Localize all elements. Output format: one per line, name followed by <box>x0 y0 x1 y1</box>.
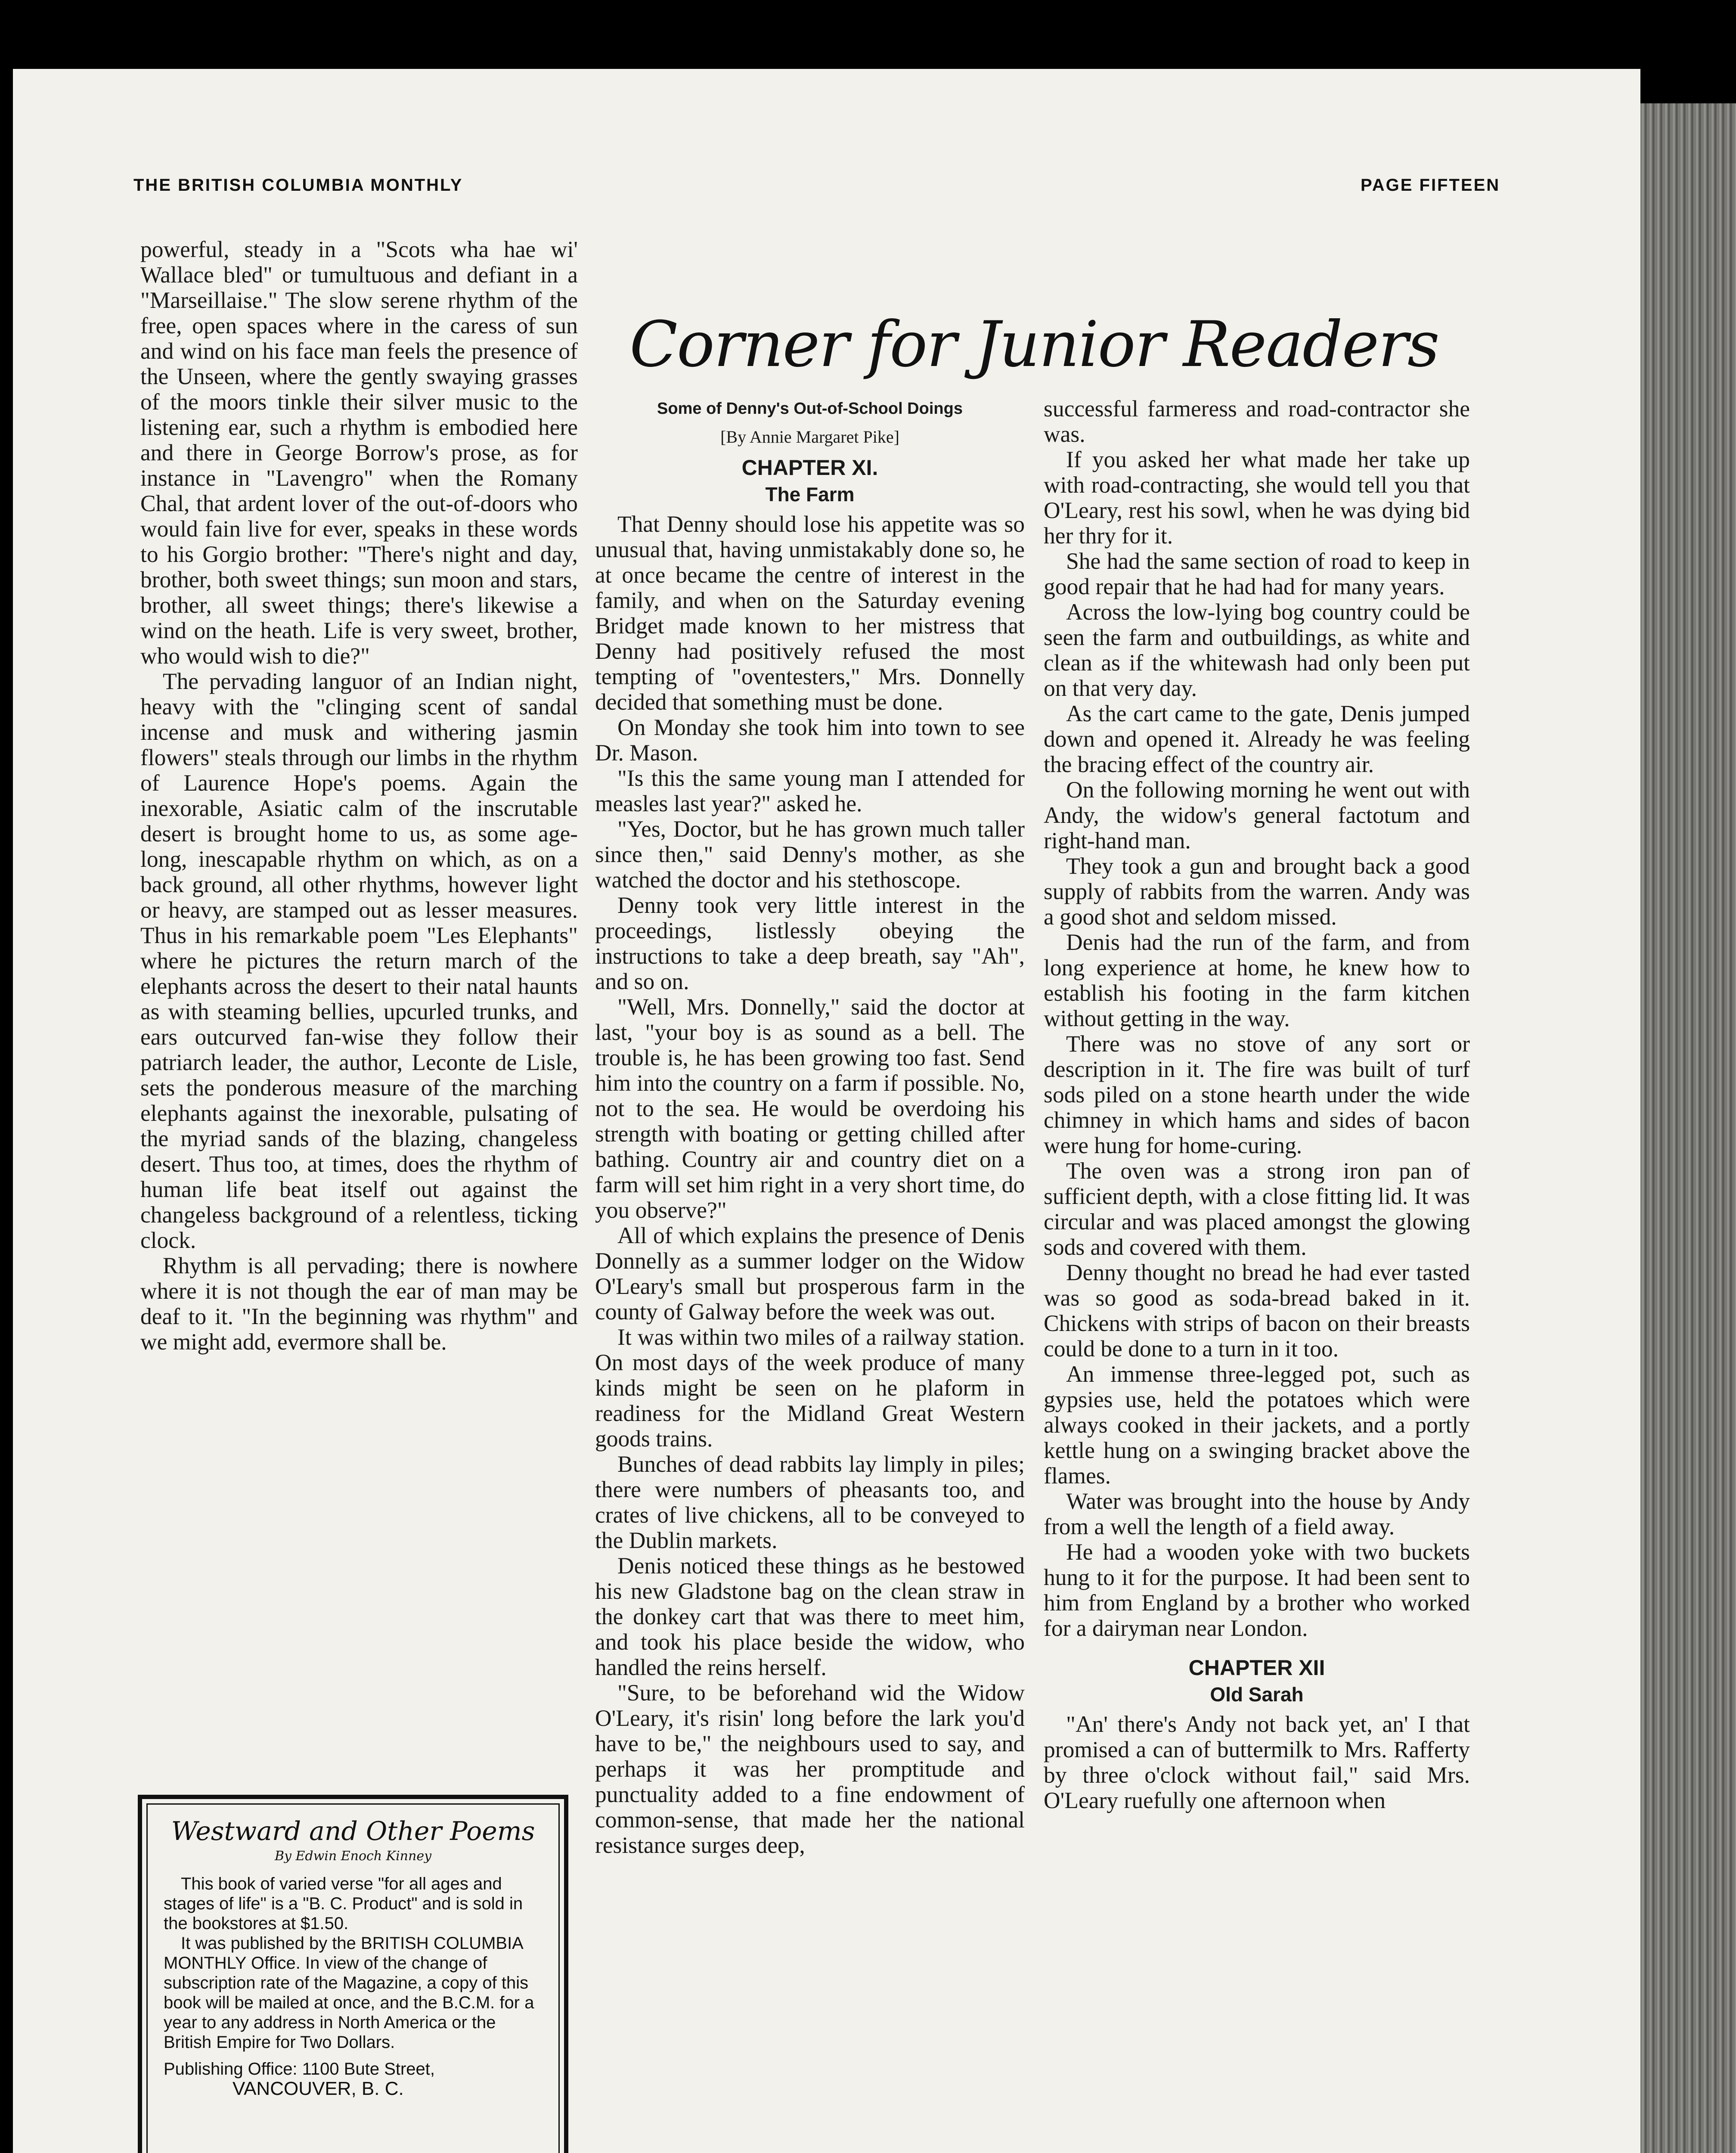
essay-paragraph: The pervading languor of an Indian night, heavy with the "clinging scent of sandal incense and musk and withering jasmin flowers" steals through our limbs in the rhythm of Laurence Hope's poems. Again the inexorable, Asiatic calm of the inscrutable desert is brought home to us, as some age-long, inescapable rhythm on which, as on a back ground, all other rhythms, however light or heavy, are stamped out as lesser measures. Thus in his remarkable poem "Les Elephants" where he pictures the return march of the elephants across the desert to their natal haunts as with steaming bellies, upcurled trunks, and ears outcurved fan-wise they follow their patriarch leader, the author, Leconte de Lisle, sets the ponderous measure of the marching elephants against the inexorable, pulsating of the myriad sands of the blazing, changeless desert. Thus too, at times, does the rhythm of human life beat itself out against the changeless background of a relentless, ticking clock. <box>140 668 578 1253</box>
story-paragraph: "An' there's Andy not back yet, an' I that promised a can of buttermilk to Mrs. Rafferty by three o'clock without fail," said Mrs. O'Leary ruefully one afternoon when <box>1044 1711 1470 1813</box>
story-paragraph: All of which explains the presence of Denis Donnelly as a summer lodger on the Widow O'Leary's small but prosperous farm in the county of Galway before the week was out. <box>595 1222 1025 1325</box>
column-essay <box>140 237 578 1355</box>
story-paragraph: Denis had the run of the farm, and from long experience at home, he knew how to establish his footing in the farm kitchen without getting in the way. <box>1044 929 1470 1031</box>
column-story-2 <box>1044 396 1470 1813</box>
story-paragraph: "Well, Mrs. Donnelly," said the doctor at last, "your boy is as sound as a bell. The trouble is, he has been growing too fast. Send him into the country on a farm if possible. No, not to the sea. He would be overdoing his strength with boating or getting chilled after bathing. Country air and country diet on a farm will set him right in a very short time, do you observe?" <box>595 994 1025 1223</box>
story-paragraph: Across the low-lying bog country could be seen the farm and outbuildings, as white and clean as if the whitewash had only been put on that very day. <box>1044 599 1470 701</box>
story-paragraph: As the cart came to the gate, Denis jumped down and opened it. Already he was feeling the bracing effect of the country air. <box>1044 701 1470 777</box>
story-paragraph: There was no stove of any sort or description in it. The fire was built of turf sods piled on a stone hearth under the wide chimney in which hams and sides of bacon were hung for home-curing. <box>1044 1031 1470 1158</box>
story-paragraph: On Monday she took him into town to see Dr. Mason. <box>595 714 1025 766</box>
story-paragraph: Water was brought into the house by Andy from a well the length of a field away. <box>1044 1488 1470 1539</box>
section-title: Corner for Junior Readers <box>629 308 1439 381</box>
story-paragraph: That Denny should lose his appetite was so unusual that, having unmistakably done so, he at once became the centre of interest in the family, and when on the Saturday evening Bridget made known to her mistress that Denny had positively refused the most tempting of "oventesters," Mrs. Donnelly decided that something must be done. <box>595 511 1025 715</box>
story-subtitle: Some of Denny's Out-of-School Doings <box>657 400 963 418</box>
story-paragraph: On the following morning he went out with Andy, the widow's general factotum and right-hand man. <box>1044 777 1470 853</box>
magazine-page <box>13 69 1640 2153</box>
chapter-title: Old Sarah <box>1210 1683 1304 1706</box>
advert-paragraph: It was published by the BRITISH COLUMBIA MONTHLY Office. In view of the change of subscription rate of the Magazine, a copy of this book will be mailed at once, and the B.C.M. for a year to any address in North America or the British Empire for Two Dollars. <box>164 1934 534 2052</box>
advert-author: By Edwin Enoch Kinney <box>274 1849 432 1864</box>
book-binding-edge <box>1640 103 1736 2153</box>
advert-office: Publishing Office: 1100 Bute Street, <box>164 2060 435 2079</box>
story-byline: [By Annie Margaret Pike] <box>720 427 899 447</box>
page-number: PAGE FIFTEEN <box>1361 176 1500 195</box>
story-paragraph: He had a wooden yoke with two buckets hung to it for the purpose. It had been sent to him from England by a brother who worked for a dairyman near London. <box>1044 1539 1470 1641</box>
story-paragraph: The oven was a strong iron pan of sufficient depth, with a close fitting lid. It was circular and was placed amongst the glowing sods and covered with them. <box>1044 1158 1470 1260</box>
story-paragraph: Denis noticed these things as he bestowed his new Gladstone bag on the clean straw in the donkey cart that was there to meet him, and took his place beside the widow, who handled the reins herself. <box>595 1553 1025 1680</box>
advert-city: VANCOUVER, B. C. <box>232 2078 404 2099</box>
story-paragraph: If you asked her what made her take up with road-contracting, she would tell you that O'Leary, rest his sowl, when he was dying bid her thry for it. <box>1044 447 1470 549</box>
story-paragraph: "Sure, to be beforehand wid the Widow O'Leary, it's risin' long before the lark you'd have to be," the neighbours used to say, and perhaps it was her promptitude and punctuality added to a fine endowment of common-sense, that made her the national resistance surges deep, <box>595 1680 1025 1858</box>
story-paragraph: successful farmeress and road-contractor she was. <box>1044 396 1470 447</box>
advert-paragraph: This book of varied verse "for all ages and stages of life" is a "B. C. Product" and is sold in the bookstores at $1.50. <box>164 1874 523 1933</box>
essay-paragraph: Rhythm is all pervading; there is nowhere where it is not though the ear of man may be deaf to it. "In the beginning was rhythm" and we might add, evermore shall be. <box>140 1253 578 1355</box>
story-paragraph: "Yes, Doctor, but he has grown much taller since then," said Denny's mother, as she watched the doctor and his stethoscope. <box>595 816 1025 893</box>
story-paragraph: Bunches of dead rabbits lay limply in piles; there were numbers of pheasants too, and crates of live chickens, all to be conveyed to the Dublin markets. <box>595 1451 1025 1553</box>
story-paragraph: Denny took very little interest in the proceedings, listlessly obeying the instructions to take a deep breath, say "Ah", and so on. <box>595 892 1025 994</box>
chapter-title: The Farm <box>765 483 855 506</box>
chapter-heading: CHAPTER XII <box>1188 1656 1325 1680</box>
story-paragraph: "Is this the same young man I attended for measles last year?" asked he. <box>595 765 1025 816</box>
story-paragraph: She had the same section of road to keep in good repair that he had had for many years. <box>1044 548 1470 599</box>
story-paragraph: An immense three-legged pot, such as gypsies use, held the potatoes which were always cooked in their jackets, and a portly kettle hung on a swinging bracket above the flames. <box>1044 1361 1470 1489</box>
advert-title: Westward and Other Poems <box>171 1816 535 1846</box>
essay-paragraph: powerful, steady in a "Scots wha hae wi' Wallace bled" or tumultuous and defiant in a "Marseillaise." The slow serene rhythm of the free, open spaces where in the caress of sun and wind on his face man feels the presence of the Unseen, where the gently swaying grasses of the moors tinkle their silver music to the listening ear, such a rhythm is embodied here and there in George Borrow's prose, as for instance in "Lavengro" when the Romany Chal, that ardent lover of the out-of-doors who would fain live for ever, speaks in these words to his Gorgio brother: "There's night and day, brother, both sweet things; sun moon and stars, brother, all sweet things; there's likewise a wind on the heath. Life is very sweet, brother, who would wish to die?" <box>140 236 578 669</box>
story-paragraph: Denny thought no bread he had ever tasted was so good as soda-bread baked in it. Chickens with strips of bacon on their breasts could be done to a turn in it too. <box>1044 1260 1470 1362</box>
chapter-heading: CHAPTER XI. <box>741 456 878 480</box>
story-paragraph: It was within two miles of a railway station. On most days of the week produce of many kinds might be seen on he plaform in readiness for the Midland Great Western goods trains. <box>595 1324 1025 1452</box>
book-advertisement <box>138 1795 568 2153</box>
story-paragraph: They took a gun and brought back a good supply of rabbits from the warren. Andy was a good shot and seldom missed. <box>1044 853 1470 930</box>
running-head-magazine: THE BRITISH COLUMBIA MONTHLY <box>133 176 463 195</box>
column-story-1 <box>595 396 1025 1858</box>
